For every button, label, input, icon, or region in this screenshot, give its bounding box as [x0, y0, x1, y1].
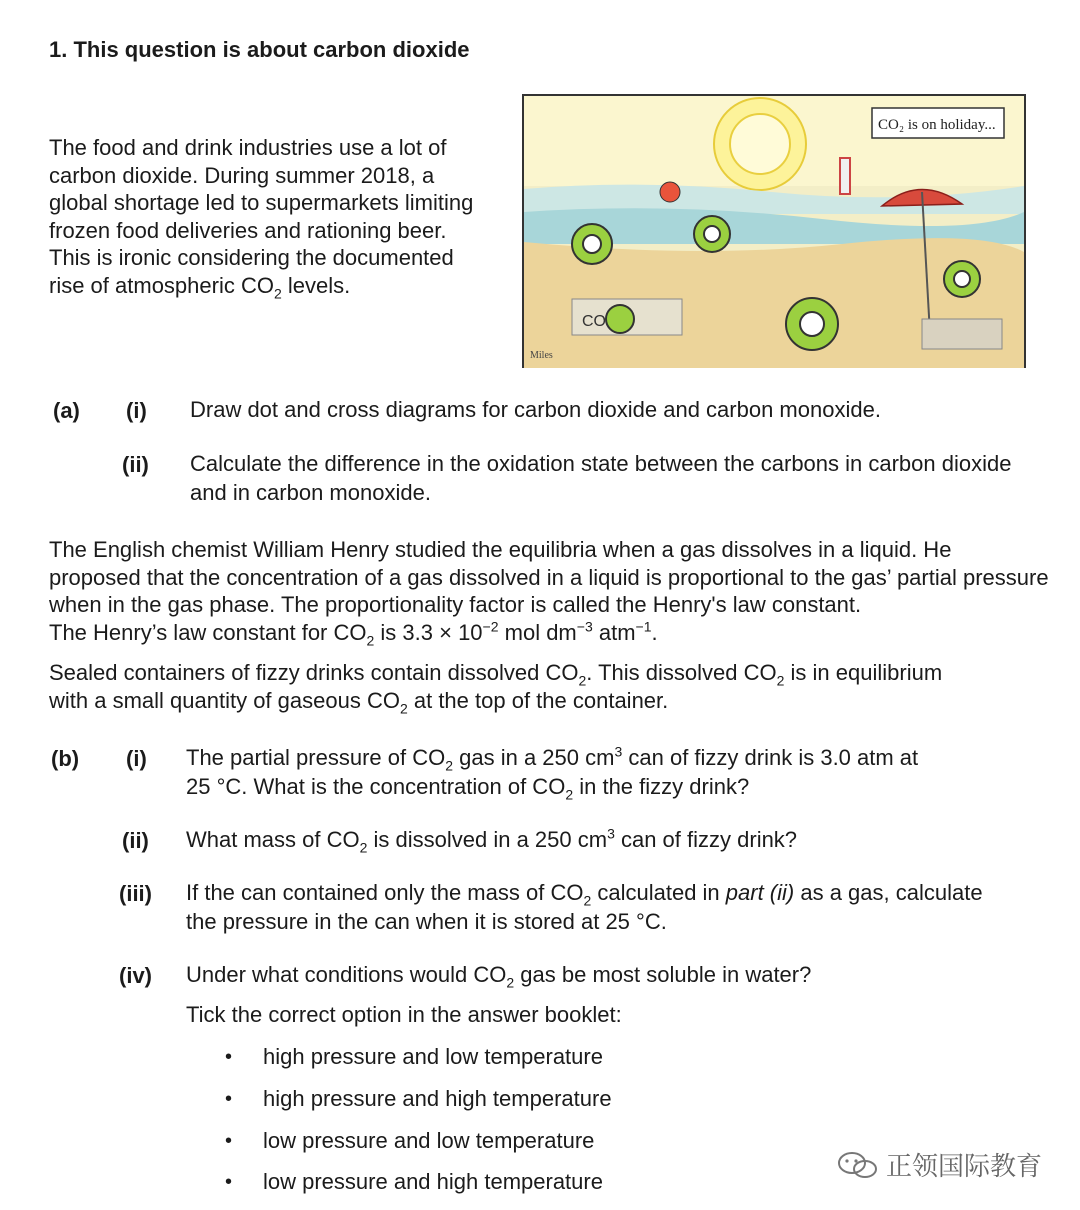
- part-b-ii-label: (ii): [122, 828, 149, 853]
- part-a-i-label: (i): [126, 398, 147, 423]
- option-bullet: •: [225, 1088, 233, 1110]
- part-b-i-label: (i): [126, 746, 147, 771]
- option-1: high pressure and low temperature: [263, 1044, 603, 1069]
- sealed-paragraph: Sealed containers of fizzy drinks contain dissolved $CO_2$. This dissolved $CO_2$ is in equilibrium with a small quantity of gaseous $CO_2$ at the top of the container.: [49, 660, 943, 716]
- option-bullet: •: [225, 1046, 233, 1068]
- part-b-iii-label: (iii): [119, 881, 152, 906]
- intro-paragraph: The food and drink industries use a lot of carbon dioxide. During summer 2018, a global shortage led to supermarkets limiting frozen food deliveries and rationing beer. This is ironic considering the documented rise of atmospheric $CO_2$ levels.: [49, 135, 474, 301]
- option-3: low pressure and low temperature: [263, 1128, 595, 1153]
- henry-paragraph: The English chemist William Henry studied the equilibria when a gas dissolves in a liquid. He proposed that the concentration of a gas dissolved in a liquid is proportional to the gas’ partial pressure when in the gas phase. The proportionality factor is called the Henry's law constant. The Henry’s law constant for $CO_2$ is $3.3 \times 10^{-2}$ mol $dm^{-3}$ atm$^{-1}$.: [49, 537, 1049, 648]
- part-a-label: (a): [53, 398, 80, 423]
- part-b-i-text: The partial pressure of $CO_2$ gas in a 250 $cm^3$ can of fizzy drink is 3.0 atm at 25 °C. What is the concentration of $CO_2$ in the fizzy drink?: [186, 743, 919, 802]
- part-b-iv-question: Under what conditions would $CO_2$ gas be most soluble in water?: [186, 962, 812, 991]
- watermark: [836, 1146, 1042, 1183]
- option-4: low pressure and high temperature: [263, 1169, 603, 1194]
- part-b-iv-instruction: Tick the correct option in the answer booklet:: [186, 1002, 622, 1027]
- wechat-icon: [836, 1150, 880, 1180]
- molecule-label: CO: [582, 313, 606, 330]
- part-b-iv-label: (iv): [119, 963, 152, 988]
- option-bullet: •: [225, 1171, 233, 1193]
- part-b-ii-text: What mass of $CO_2$ is dissolved in a 250 $cm^3$ can of fizzy drink?: [186, 825, 798, 856]
- watermark-text: 正领国际教育: [886, 1151, 1043, 1181]
- part-a-i-text: Draw dot and cross diagrams for carbon dioxide and carbon monoxide.: [190, 397, 881, 422]
- cartoon-caption: CO₂ is on holiday...: [878, 117, 996, 133]
- option-2: high pressure and high temperature: [263, 1086, 612, 1111]
- part-b-label: (b): [51, 746, 80, 771]
- option-bullet: •: [225, 1130, 233, 1152]
- cartoon-signature: Miles: [530, 350, 553, 361]
- question-title: 1. This question is about carbon dioxide: [49, 37, 470, 62]
- part-b-iii-text: If the can contained only the mass of $CO_2$ calculated in part (ii) as a gas, calculate the pressure in the can when it is stored at 25 °C.: [186, 880, 983, 934]
- part-a-ii-label: (ii): [122, 452, 149, 477]
- part-a-ii-text: Calculate the difference in the oxidation state between the carbons in carbon dioxide and in carbon monoxide.: [190, 451, 1012, 505]
- co2-holiday-cartoon: [522, 94, 1026, 368]
